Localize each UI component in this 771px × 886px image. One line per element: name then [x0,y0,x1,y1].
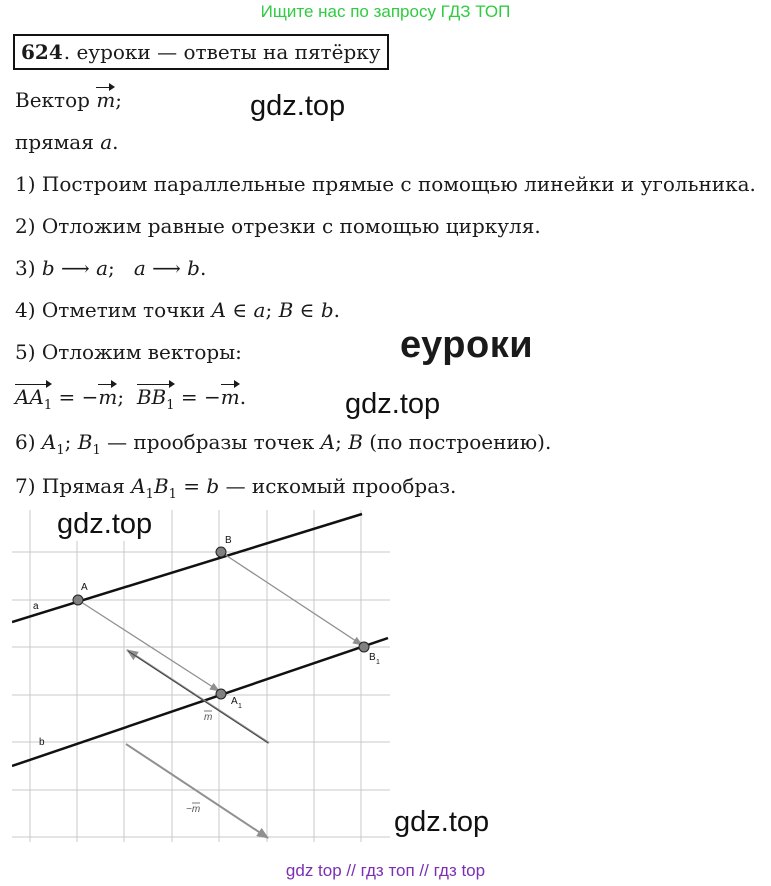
var: b [320,298,334,322]
label-line-b: b [39,737,45,748]
vector-m: m [220,385,240,409]
geometry-figure [12,510,390,842]
step-5: 5) Отложим векторы: [15,340,242,364]
step-4 [15,298,340,322]
text: ; [108,256,134,280]
var: B [278,298,294,322]
subscript: 1 [43,398,53,413]
subscript: 1 [168,487,177,502]
step-2: 2) Отложим равные отрезки с помощью циркуля. [15,214,541,238]
step-3 [15,256,206,280]
text: ; [64,430,78,454]
text: 7) Прямая [15,474,132,498]
watermark-gdz: gdz.top [394,806,490,838]
task-number: 624 [21,40,63,64]
subscript: 1 [166,398,175,413]
label-vector-neg-m: −m [186,804,201,815]
vector-equations [15,385,246,413]
point-A1 [216,689,226,699]
var: B [348,430,363,454]
vector-m: m [96,88,116,112]
vector-neg-m-arrow [126,744,268,838]
var: b [206,474,220,498]
text: ; [117,385,137,409]
top-banner: Ищите нас по запросу ГДЗ ТОП [260,2,511,21]
subscript: 1 [145,487,154,502]
text: — искомый прообраз. [219,474,457,498]
line-b [12,638,388,766]
arrow-BB1 [221,552,362,645]
label-line-a: a [33,601,39,612]
text: BB [136,385,167,409]
step-1: 1) Построим параллельные прямые с помощью линейки и угольника. [15,172,756,196]
watermark-brand: еуроки [400,324,534,366]
var: b [187,256,200,280]
watermark-gdz: gdz.top [345,388,441,420]
var-a: a [100,130,113,154]
line-vector-m [15,88,122,112]
text: 3) [15,256,42,280]
text: = [176,474,207,498]
label-B1-sub: 1 [376,659,380,666]
text: ; [115,88,123,112]
line-straight-a [15,130,119,154]
label-A1-sub: 1 [238,703,242,710]
text: 4) Отметим точки [15,298,212,322]
text: 6) [15,430,42,454]
point-B [216,547,226,557]
vector-m: m [98,385,118,409]
arrow-AA1 [78,600,219,691]
var: A [211,298,227,322]
text: ∈ [226,298,254,322]
label-B: B [225,535,232,546]
var: a [133,256,146,280]
var: A [41,430,57,454]
text: прямая [15,130,101,154]
label-A: A [81,582,88,593]
text: (по построению). [362,430,552,454]
text: ; [335,430,349,454]
text: ∈ [293,298,321,322]
subscript: 1 [56,443,65,458]
vector-BB1 [137,385,175,413]
grid [12,510,390,842]
watermark-gdz: gdz.top [57,508,153,540]
vector-AA1 [15,385,52,413]
text: . [112,130,119,154]
label-A1: A [231,696,238,707]
text: ; [265,298,279,322]
text: Вектор [15,88,97,112]
var: B [77,430,93,454]
footer-links: gdz top // гдз топ // гдз top [285,861,486,880]
task-title: . еуроки — ответы на пятёрку [63,40,381,64]
text: . [239,385,247,409]
watermark-gdz: gdz.top [250,90,346,122]
vector-m-core [128,651,268,743]
var: a [96,256,109,280]
point-B1 [359,642,369,652]
arrow: ⟶ [145,256,188,280]
label-vector-m: m [204,712,213,723]
var: B [153,474,169,498]
point-A [73,595,83,605]
step-7 [15,474,456,502]
text: — прообразы точек [100,430,321,454]
label-B1: B [369,652,376,663]
var: A [131,474,146,498]
step-6 [15,430,551,458]
var: b [41,256,55,280]
var: a [253,298,266,322]
text: = − [174,385,221,409]
arrow: ⟶ [54,256,97,280]
var: A [320,430,336,454]
task-header [13,34,389,70]
text: AA [15,385,44,409]
text: . [199,256,207,280]
text: = − [52,385,99,409]
text: . [333,298,340,322]
subscript: 1 [92,443,101,458]
